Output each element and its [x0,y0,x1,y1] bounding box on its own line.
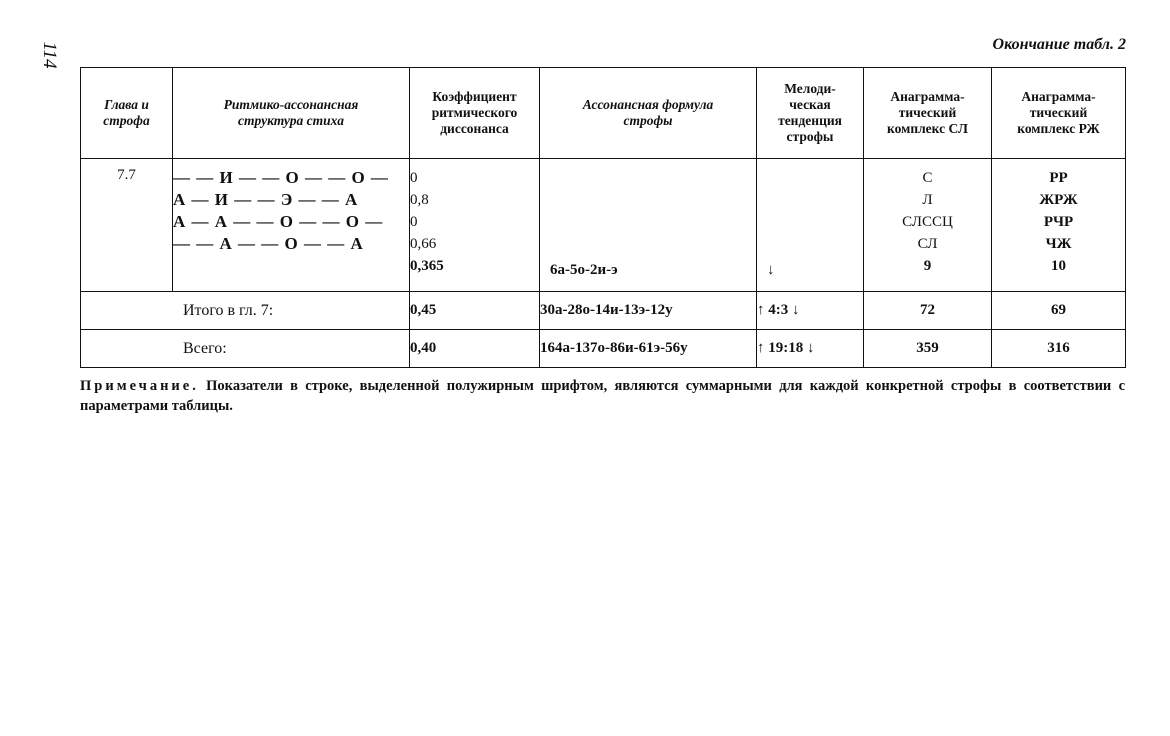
footnote-heading: Примечание. [80,378,199,394]
sl-line: СЛ [917,236,938,252]
rzh-line: РР [1049,170,1068,186]
table-caption: Окончание табл. 2 [992,36,1126,53]
header-formula: Ассонансная формула строфы [540,68,757,159]
formula-value: 6а-5о-2и-э [550,262,618,278]
coefficient-sum: 0,365 [410,258,444,274]
header-coefficient: Коэффициент ритмического диссонанса [410,68,540,159]
grand-total-row [81,330,1126,368]
structure-cell [173,159,410,292]
rzh-sum: 10 [1051,258,1066,274]
grand-total-coefficient: 0,40 [410,330,540,368]
rzh-line: РЧР [1043,214,1074,230]
grand-total-formula: 164а-137о-86и-61э-56у [540,330,757,368]
data-table [80,67,1126,368]
rzh-cell [992,159,1126,292]
sl-line: С [922,170,933,186]
header-sl: Анаграмма-тический комплекс СЛ [864,68,992,159]
grand-total-sl: 359 [864,330,992,368]
chapter-cell [81,159,173,292]
total-coefficient: 0,45 [410,292,540,330]
structure-line: А — И — — Э — — А [173,190,359,209]
melody-arrow-icon: ↓ [767,262,775,278]
total-melody: ↑ 4:3 ↓ [757,292,864,330]
sl-cell [864,159,992,292]
coefficient-line: 0 [410,214,418,230]
grand-total-label: Всего: [81,330,410,368]
header-melody: Мелоди-ческая тенденция строфы [757,68,864,159]
structure-line: — — А — — О — — А [173,234,364,253]
table-row [81,159,1126,292]
header-chapter: Глава и строфа [81,68,173,159]
total-sl: 72 [864,292,992,330]
sl-line: СЛССЦ [902,214,953,230]
structure-line: А — А — — О — — О — [173,212,384,231]
header-structure: Ритмико-ассонансная структура стиха [173,68,410,159]
formula-cell [540,159,757,292]
grand-total-melody: ↑ 19:18 ↓ [757,330,864,368]
total-label: Итого в гл. 7: [81,292,410,330]
footnote-text: Показатели в строке, выделенной полужирным шрифтом, являются суммарными для каждой конкретной строфы в соответствии с параметрами таблицы. [80,378,1126,414]
grand-total-rzh: 316 [992,330,1126,368]
rzh-line: ЖРЖ [1039,192,1078,208]
footnote [80,376,1125,416]
total-formula: 30а-28о-14и-13э-12у [540,292,757,330]
coefficient-cell [410,159,540,292]
chapter-value: 7.7 [117,167,136,183]
coefficient-line: 0 [410,170,418,186]
page-number: 114 [39,41,60,69]
sl-line: Л [922,192,933,208]
sl-sum: 9 [923,258,932,274]
total-row [81,292,1126,330]
rzh-line: ЧЖ [1045,236,1072,252]
coefficient-line: 0,8 [410,192,429,208]
melody-cell [757,159,864,292]
header-row [81,68,1126,159]
structure-line: — — И — — О — — О — [173,168,389,187]
total-rzh: 69 [992,292,1126,330]
coefficient-line: 0,66 [410,236,437,252]
header-rzh: Анаграмма-тический комплекс РЖ [992,68,1126,159]
